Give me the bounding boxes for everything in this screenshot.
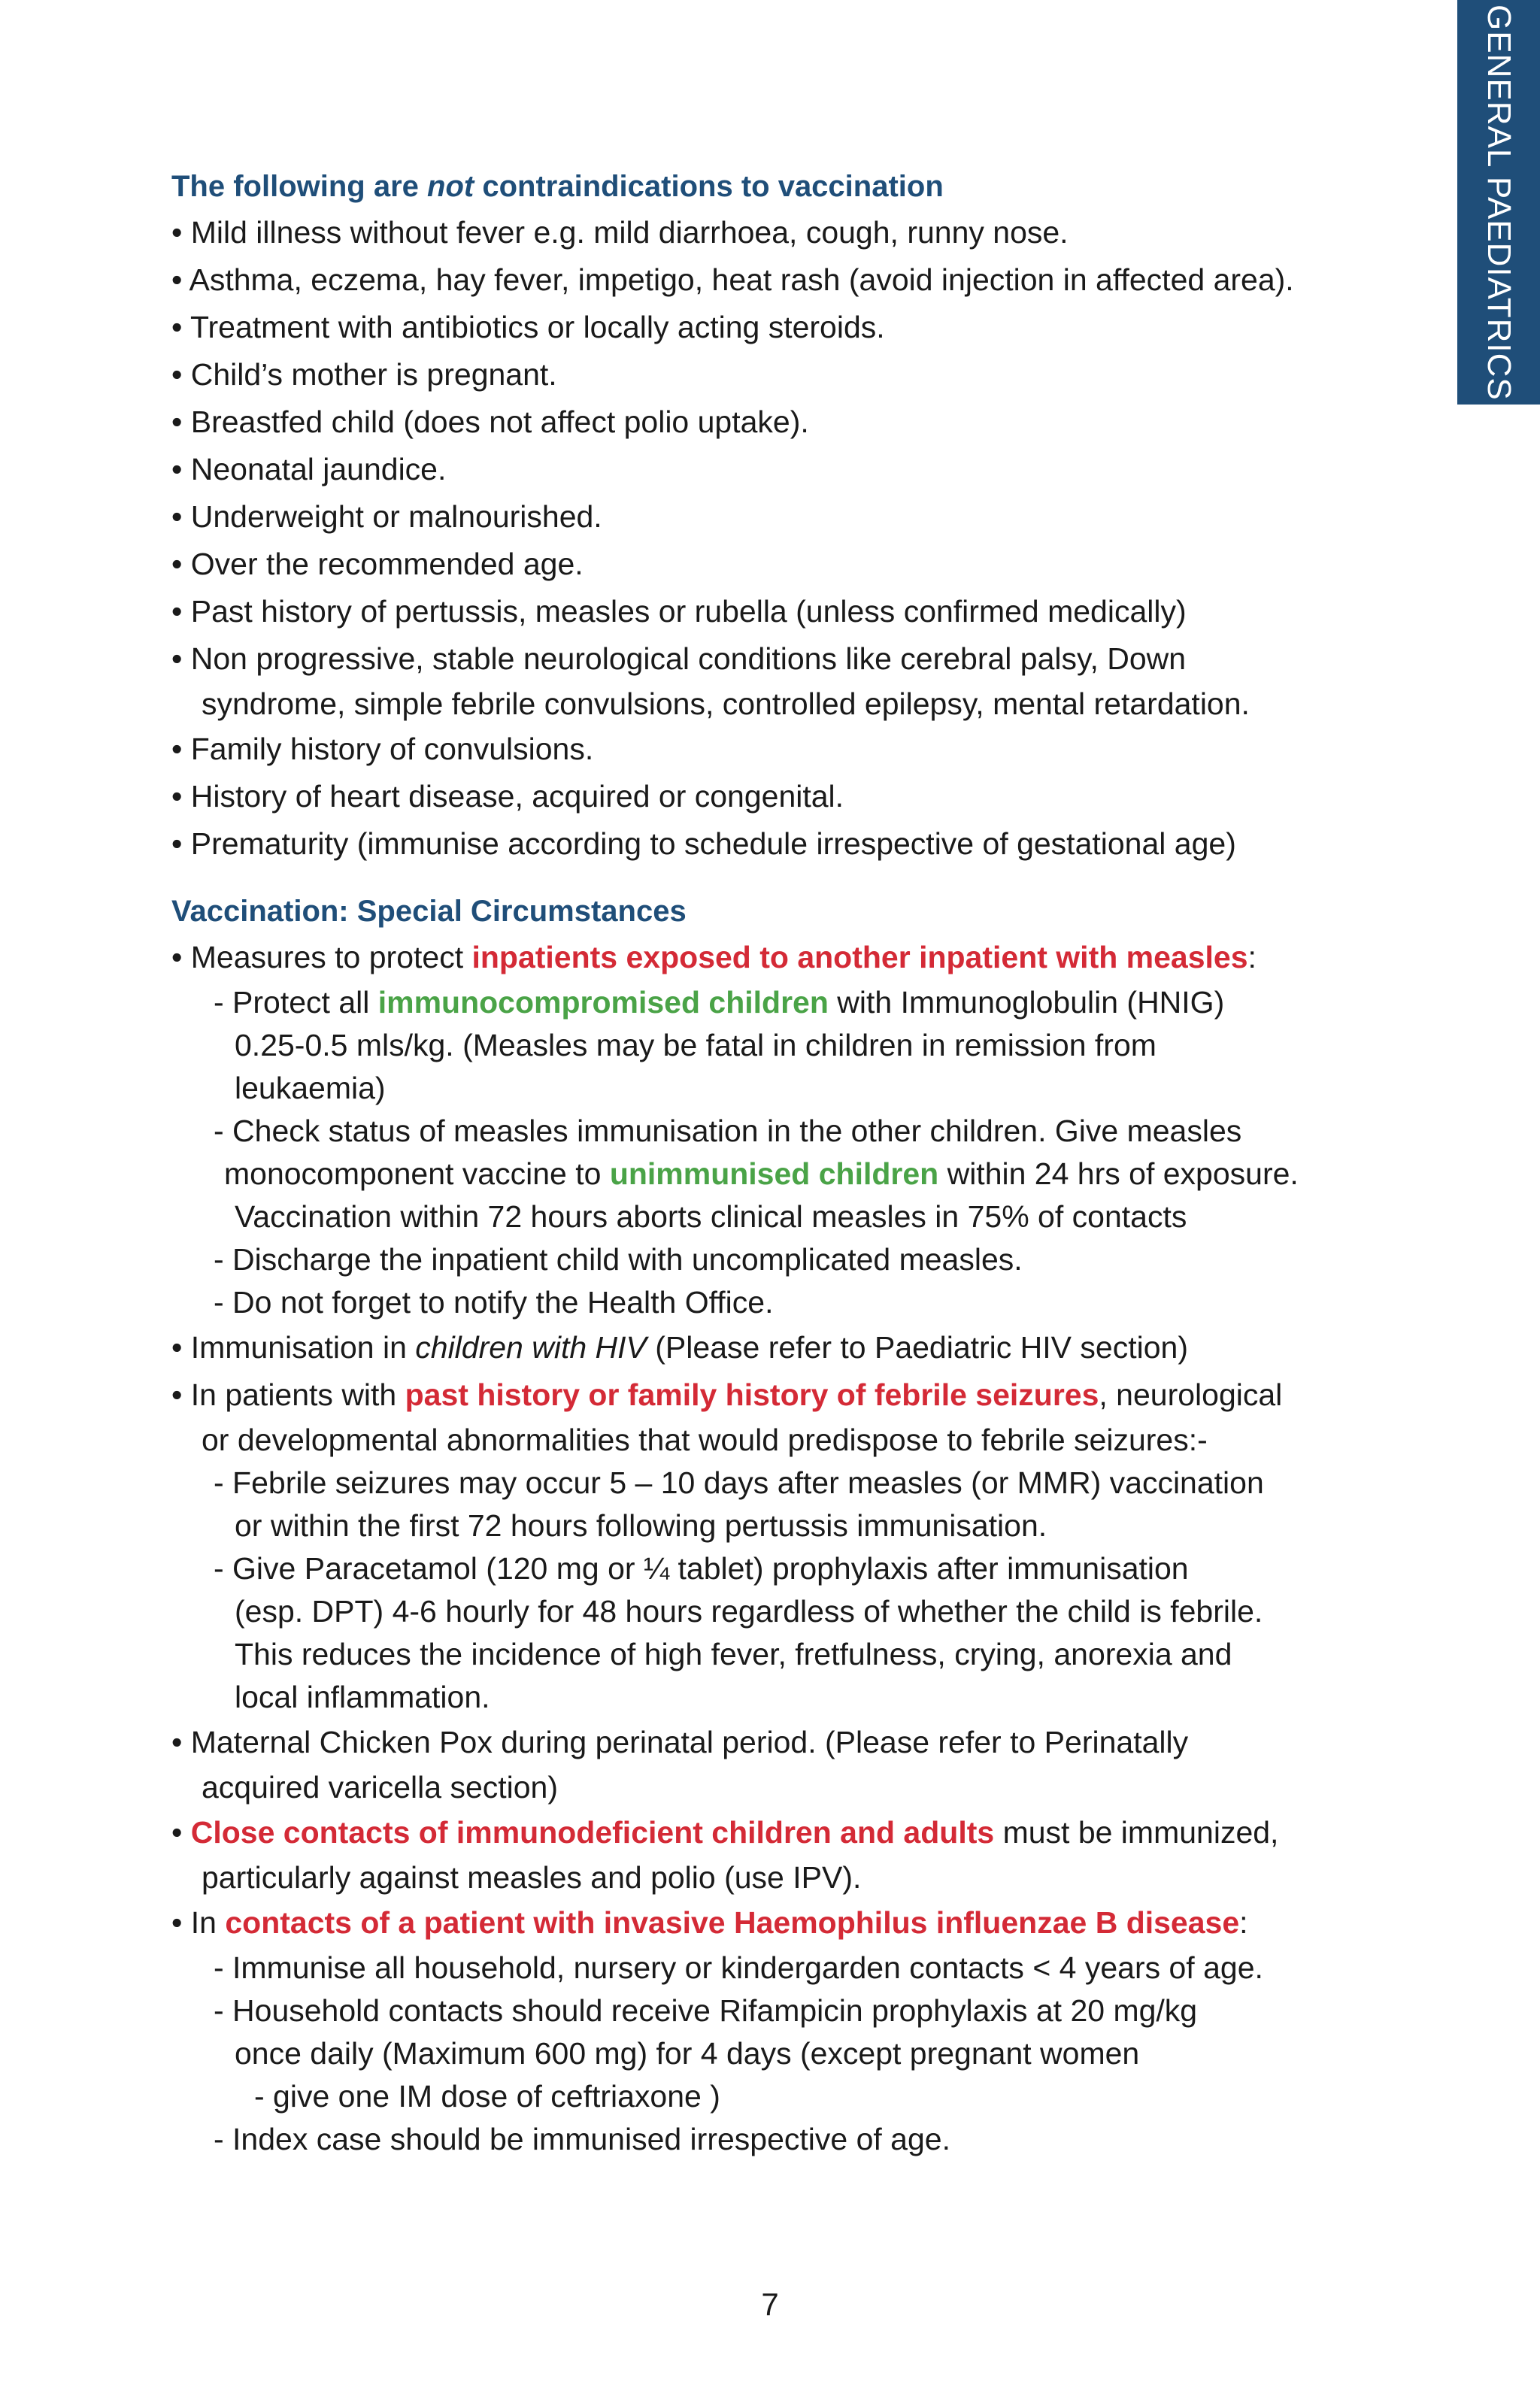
sub-item-continuation: monocomponent vaccine to unimmunised children within 24 hrs of exposure. bbox=[224, 1156, 1299, 1191]
list-item: • Child’s mother is pregnant. bbox=[171, 357, 557, 392]
hiv-item: • Immunisation in children with HIV (Please refer to Paediatric HIV section) bbox=[171, 1330, 1188, 1365]
list-item: • Over the recommended age. bbox=[171, 547, 584, 581]
not-contraindications-heading: The following are not contraindications to vaccination bbox=[171, 170, 944, 203]
list-item-continuation: acquired varicella section) bbox=[202, 1770, 559, 1805]
list-item: • Past history of pertussis, measles or rubella (unless confirmed medically) bbox=[171, 594, 1187, 629]
close-contacts-item: • Close contacts of immunodeficient children and adults must be immunized, bbox=[171, 1815, 1279, 1850]
sub-item-continuation: (esp. DPT) 4-6 hourly for 48 hours regardless of whether the child is febrile. bbox=[235, 1594, 1263, 1629]
sub-item-seizures: - Febrile seizures may occur 5 – 10 days after measles (or MMR) vaccination bbox=[214, 1465, 1264, 1500]
sub-item-discharge: - Discharge the inpatient child with uncomplicated measles. bbox=[214, 1242, 1023, 1277]
list-item-continuation: particularly against measles and polio (use IPV). bbox=[202, 1860, 862, 1895]
sub-item-notify: - Do not forget to notify the Health Office. bbox=[214, 1285, 774, 1320]
febrile-seizures-item: • In patients with past history or family history of febrile seizures, neurological bbox=[171, 1377, 1283, 1412]
special-circumstances-heading: Vaccination: Special Circumstances bbox=[171, 895, 687, 928]
section-side-tab bbox=[1457, 0, 1540, 405]
side-tab-label: GENERAL PAEDIATRICS bbox=[1481, 4, 1517, 401]
sub-item-continuation: or within the first 72 hours following pertussis immunisation. bbox=[235, 1508, 1047, 1543]
sub-item-continuation: leukaemia) bbox=[235, 1071, 386, 1105]
sub-item-continuation: Vaccination within 72 hours aborts clinical measles in 75% of contacts bbox=[235, 1199, 1187, 1234]
list-item: • Neonatal jaundice. bbox=[171, 452, 447, 486]
measles-exposure-item: • Measures to protect inpatients exposed to another inpatient with measles: bbox=[171, 940, 1257, 974]
list-item: • Treatment with antibiotics or locally acting steroids. bbox=[171, 310, 885, 344]
sub-item-continuation: local inflammation. bbox=[235, 1680, 490, 1714]
list-item: • Mild illness without fever e.g. mild diarrhoea, cough, runny nose. bbox=[171, 215, 1069, 250]
sub-item-immunise-household: - Immunise all household, nursery or kindergarden contacts < 4 years of age. bbox=[214, 1950, 1263, 1985]
sub-item-continuation: This reduces the incidence of high fever, fretfulness, crying, anorexia and bbox=[235, 1637, 1232, 1671]
list-item: • Non progressive, stable neurological conditions like cerebral palsy, Down bbox=[171, 641, 1187, 676]
list-item: • Asthma, eczema, hay fever, impetigo, heat rash (avoid injection in affected area). bbox=[171, 262, 1294, 297]
sub-item-continuation: - give one IM dose of ceftriaxone ) bbox=[254, 2079, 720, 2114]
list-item-continuation: syndrome, simple febrile convulsions, controlled epilepsy, mental retardation. bbox=[202, 686, 1250, 721]
sub-item-index-case: - Index case should be immunised irrespective of age. bbox=[214, 2122, 950, 2156]
list-item: • Prematurity (immunise according to schedule irrespective of gestational age) bbox=[171, 826, 1236, 861]
list-item: • Breastfed child (does not affect polio uptake). bbox=[171, 405, 809, 439]
list-item-continuation: or developmental abnormalities that would predispose to febrile seizures:- bbox=[202, 1423, 1208, 1457]
sub-item-rifampicin: - Household contacts should receive Rifampicin prophylaxis at 20 mg/kg bbox=[214, 1993, 1198, 2028]
page-number: 7 bbox=[761, 2286, 779, 2322]
sub-item-check-status: - Check status of measles immunisation in the other children. Give measles bbox=[214, 1114, 1242, 1148]
chicken-pox-item: • Maternal Chicken Pox during perinatal period. (Please refer to Perinatally bbox=[171, 1725, 1189, 1759]
list-item: • Underweight or malnourished. bbox=[171, 499, 602, 534]
sub-item-paracetamol: - Give Paracetamol (120 mg or ¼ tablet) prophylaxis after immunisation bbox=[214, 1551, 1189, 1586]
list-item: • Family history of convulsions. bbox=[171, 732, 594, 766]
sub-item-protect: - Protect all immunocompromised children with Immunoglobulin (HNIG) bbox=[214, 985, 1225, 1020]
hib-contacts-item: • In contacts of a patient with invasive Haemophilus influenzae B disease: bbox=[171, 1905, 1248, 1940]
page-content bbox=[171, 164, 1375, 2161]
list-item: • History of heart disease, acquired or congenital. bbox=[171, 779, 844, 814]
sub-item-continuation: once daily (Maximum 600 mg) for 4 days (except pregnant women bbox=[235, 2036, 1140, 2071]
sub-item-continuation: 0.25-0.5 mls/kg. (Measles may be fatal in children in remission from bbox=[235, 1028, 1157, 1062]
